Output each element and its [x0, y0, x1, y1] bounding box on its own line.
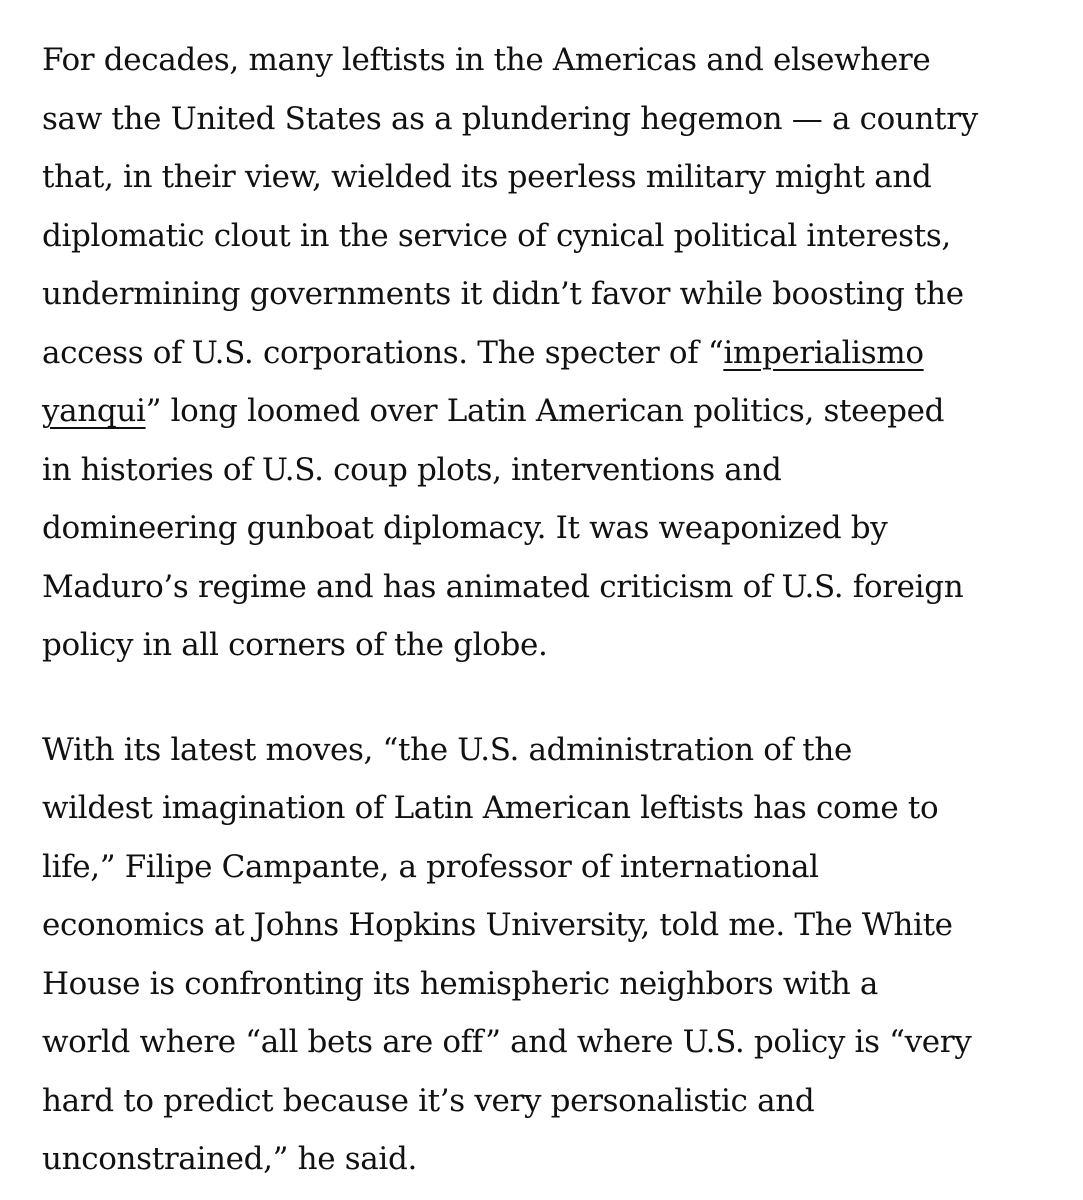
paragraph-line: diplomatic clout in the service of cynical political interests,	[42, 217, 951, 254]
paragraph-line: world where “all bets are off” and where U.S. policy is “very	[42, 1024, 972, 1060]
paragraph-line	[42, 324, 1042, 383]
paragraph-line: With its latest moves, “the U.S. administration of the	[42, 731, 852, 768]
paragraph-line: that, in their view, wielded its peerless military might and	[42, 159, 932, 195]
paragraph-line: policy in all corners of the globe.	[42, 627, 548, 663]
paragraph-line	[42, 382, 1042, 441]
paragraph-line: hard to predict because it’s very personalistic and	[42, 1082, 815, 1119]
paragraph-spacing	[42, 675, 1042, 721]
paragraph-line: saw the United States as a plundering hegemon — a country	[42, 100, 978, 137]
paragraph-2	[42, 721, 1042, 1189]
line-text: ” long loomed over Latin American politics, steeped	[145, 393, 945, 429]
paragraph-1	[42, 31, 1042, 675]
paragraph-line: unconstrained,” he said.	[42, 1141, 417, 1177]
paragraph-line: For decades, many leftists in the Americas and elsewhere	[42, 42, 931, 78]
paragraph-line: domineering gunboat diplomacy. It was weaponized by	[42, 510, 888, 546]
imperialismo-yanqui-link-continued[interactable]: yanqui	[42, 393, 146, 429]
paragraph-line: life,” Filipe Campante, a professor of international	[42, 848, 819, 885]
article-body	[42, 31, 1042, 1189]
line-text: access of U.S. corporations. The specter of “	[42, 334, 724, 371]
paragraph-line: economics at Johns Hopkins University, told me. The White	[42, 907, 953, 943]
imperialismo-yanqui-link[interactable]: imperialismo	[723, 334, 924, 371]
paragraph-line: wildest imagination of Latin American leftists has come to	[42, 790, 939, 826]
paragraph-line: House is confronting its hemispheric neighbors with a	[42, 965, 878, 1002]
paragraph-line: undermining governments it didn’t favor while boosting the	[42, 276, 964, 312]
paragraph-line: Maduro’s regime and has animated criticism of U.S. foreign	[42, 568, 964, 605]
paragraph-line: in histories of U.S. coup plots, interventions and	[42, 451, 782, 488]
